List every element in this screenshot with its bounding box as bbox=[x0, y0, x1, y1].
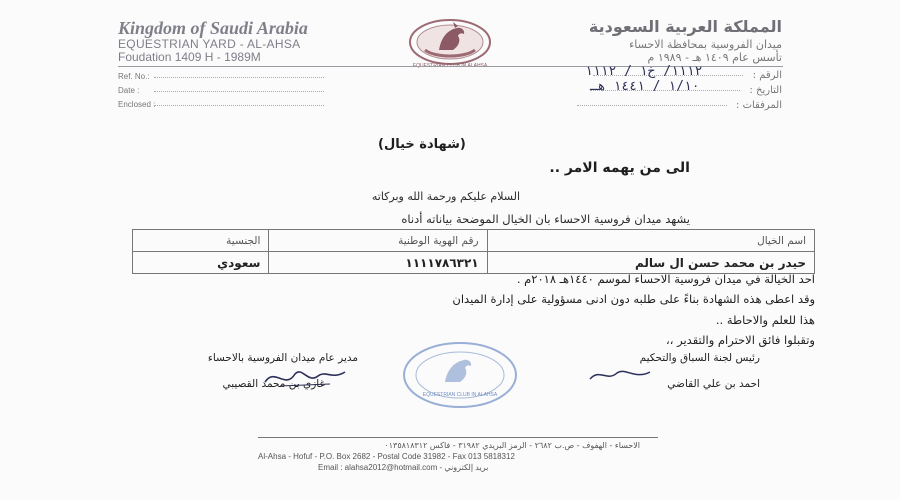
footer-en-address: Al-Ahsa - Hofuf - P.O. Box 2682 - Postal Code 31982 - Fax 013 5818312 bbox=[258, 452, 515, 461]
body-line-3: هذا للعلم والاحاطة .. bbox=[715, 313, 815, 327]
header-en-foundation: Foudation 1409 H - 1989M bbox=[118, 50, 261, 64]
club-logo bbox=[395, 14, 505, 70]
body-line-2: وقد اعطى هذه الشهادة بناءً على طلبه دون ادنى مسؤولية على إدارة الميدان bbox=[452, 292, 815, 306]
greeting-line: السلام عليكم ورحمة الله وبركاته bbox=[371, 190, 520, 203]
dotted-line bbox=[154, 77, 324, 78]
body-line-1: احد الخيالة في ميدان فروسية الاحساء لموسم ١٤٤٠هـ ٢٠١٨م . bbox=[516, 272, 815, 286]
table-header-cell: رقم الهوية الوطنية bbox=[269, 230, 487, 252]
ar-ref-label: الرقم bbox=[759, 70, 782, 81]
header-en-subtitle: EQUESTRIAN YARD - AL-AHSA bbox=[118, 37, 301, 51]
stamp-caption: EQUESTRIAN CLUB IN ALAHSA bbox=[422, 392, 498, 398]
table-row bbox=[133, 252, 815, 274]
date-label: Date : bbox=[118, 86, 140, 95]
left-signatory-name: غازي بن محمد القصيبي bbox=[222, 378, 325, 390]
right-signatory-name: احمد بن علي القاضي bbox=[667, 378, 760, 390]
ref-number-field bbox=[118, 72, 150, 81]
header-en-title: Kingdom of Saudi Arabia bbox=[118, 18, 308, 38]
handwritten-signature-icon bbox=[585, 364, 655, 386]
ar-enclosed-field: المرفقات : bbox=[577, 100, 782, 111]
intro-line: يشهد ميدان فروسية الاحساء بان الخيال الموضحة بياناته أدناه bbox=[401, 212, 690, 226]
enclosed-label: Enclosed : bbox=[118, 100, 156, 109]
table-header-row bbox=[133, 230, 815, 252]
ar-enclosed-label: المرفقات bbox=[742, 100, 782, 111]
horse-logo-icon bbox=[395, 14, 505, 70]
logo-caption: EQUESTRIAN CLUB IN ALAHSA bbox=[412, 63, 488, 69]
stamp-icon bbox=[400, 340, 520, 410]
date-field bbox=[118, 86, 139, 95]
closing-line: وتقبلوا فائق الاحترام والتقدير ،، bbox=[666, 333, 815, 347]
ref-number-label: Ref. No.: bbox=[118, 72, 150, 81]
nationality-cell: سعودي bbox=[133, 252, 269, 274]
handwritten-ref-number: ١١١٢/ خ١ / ١١١٢ bbox=[585, 64, 703, 79]
rider-name-cell: حيدر بن محمد حسن ال سالم bbox=[487, 252, 814, 274]
header-ar-title: المملكة العربية السعودية bbox=[588, 17, 782, 36]
right-signatory-title: رئيس لجنة السباق والتحكيم bbox=[639, 352, 760, 364]
right-signature bbox=[585, 364, 655, 390]
header-ar-foundation: تأسس عام ١٤٠٩ هـ - ١٩٨٩ م bbox=[647, 51, 782, 64]
certificate-title: (شهادة خيال) bbox=[378, 137, 466, 152]
enclosed-field bbox=[118, 100, 155, 109]
ar-ref-field: الرقم : bbox=[593, 70, 782, 81]
table-header-cell: الجنسية bbox=[133, 230, 269, 252]
footer-email: Email : alahsa2012@hotmail.com - بريد إلكتروني bbox=[318, 463, 489, 472]
ar-date-label: التاريخ bbox=[756, 85, 782, 96]
footer-divider bbox=[258, 437, 658, 438]
official-stamp bbox=[400, 340, 520, 410]
header-ar-subtitle: ميدان الفروسية بمحافظة الاحساء bbox=[629, 38, 782, 51]
national-id-cell: ١١١١٧٨٦٣٢١ bbox=[269, 252, 487, 274]
dotted-line bbox=[577, 105, 727, 106]
to-whom-heading: الى من يهمه الامر .. bbox=[549, 160, 690, 176]
footer-ar-address: الاحساء - الهفوف - ص.ب ٢٦٨٢ - الرمز البريدي ٣١٩٨٢ - فاكس ٠١٣٥٨١٨٣١٢ bbox=[384, 441, 640, 450]
table-header-cell: اسم الخيال bbox=[487, 230, 814, 252]
left-signatory-title: مدير عام ميدان الفروسية بالاحساء bbox=[207, 352, 358, 364]
rider-info-table bbox=[132, 229, 815, 274]
dotted-line bbox=[154, 91, 324, 92]
handwritten-date: ١/١٠ / ١٤٤١ هـ bbox=[590, 79, 700, 94]
dotted-line bbox=[154, 105, 324, 106]
ar-date-field: التاريخ : bbox=[590, 85, 782, 96]
